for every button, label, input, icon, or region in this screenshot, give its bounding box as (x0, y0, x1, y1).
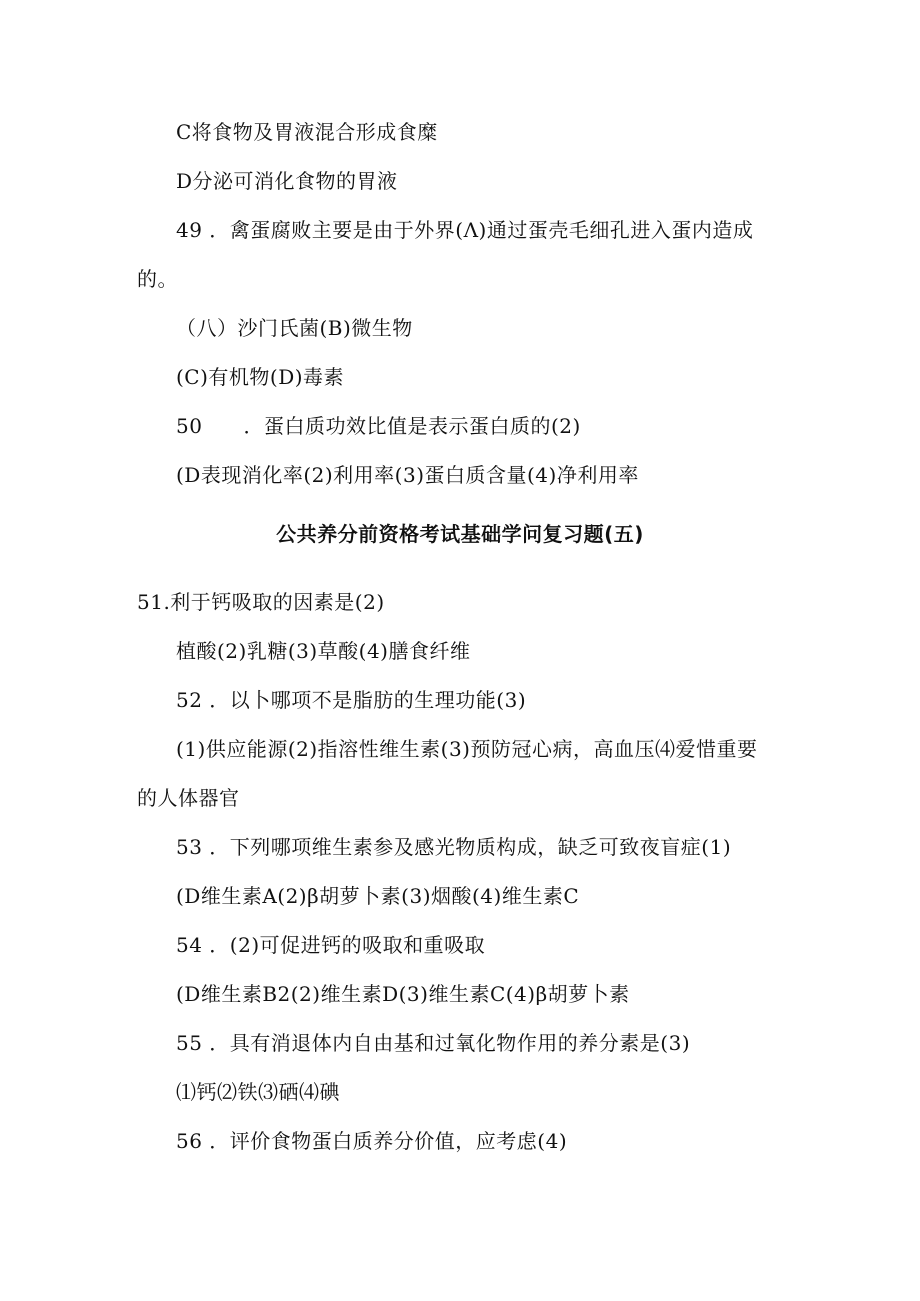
question-51-options: 植酸(2)乳糖(3)草酸(4)膳食纤维 (176, 639, 471, 663)
question-55-options: ⑴钙⑵铁⑶硒⑷碘 (176, 1080, 340, 1104)
question-55: 55 ．具有消退体内自由基和过氧化物作用的养分素是(3) (176, 1031, 691, 1055)
option-d-line: D分泌可消化食物的胃液 (176, 169, 398, 193)
question-52: 52 ．以卜哪项不是脂肪的生理功能(3) (176, 688, 527, 712)
option-c-line: C将食物及胃液混合形成食糜 (176, 120, 438, 144)
question-52-options-continuation: 的人体器官 (137, 786, 240, 810)
question-51: 51.利于钙吸取的因素是(2) (137, 590, 385, 614)
question-49: 49 ．禽蛋腐败主要是由于外界(Λ)通过蛋壳毛细孔进入蛋内造成 (176, 218, 754, 242)
question-53-options: (D维生素A(2)β胡萝卜素(3)烟酸(4)维生素C (176, 884, 580, 908)
question-49-continuation: 的。 (137, 267, 178, 291)
question-56: 56 ．评价食物蛋白质养分价值，应考虑(4) (176, 1129, 568, 1153)
question-53: 53 ．下列哪项维生素参及感光物质构成，缺乏可致夜盲症(1) (176, 835, 732, 859)
question-50: 50 ．蛋白质功效比值是表示蛋白质的(2) (176, 414, 581, 438)
question-50-options: (D表现消化率(2)利用率(3)蛋白质含量(4)净利用率 (176, 463, 639, 487)
section-title: 公共养分前资格考试基础学问复习题(五) (276, 522, 644, 546)
question-52-options: (1)供应能源(2)指溶性维生素(3)预防冠心病，高血压⑷爱惜重要 (176, 737, 758, 761)
question-54: 54 ．(2)可促进钙的吸取和重吸取 (176, 933, 486, 957)
question-54-options: (D维生素B2(2)维生素D(3)维生素C(4)β胡萝卜素 (176, 982, 630, 1006)
question-49-options-ab: （八）沙门氏菌(B)微生物 (176, 316, 413, 340)
question-49-options-cd: (C)有机物(D)毒素 (176, 365, 345, 389)
